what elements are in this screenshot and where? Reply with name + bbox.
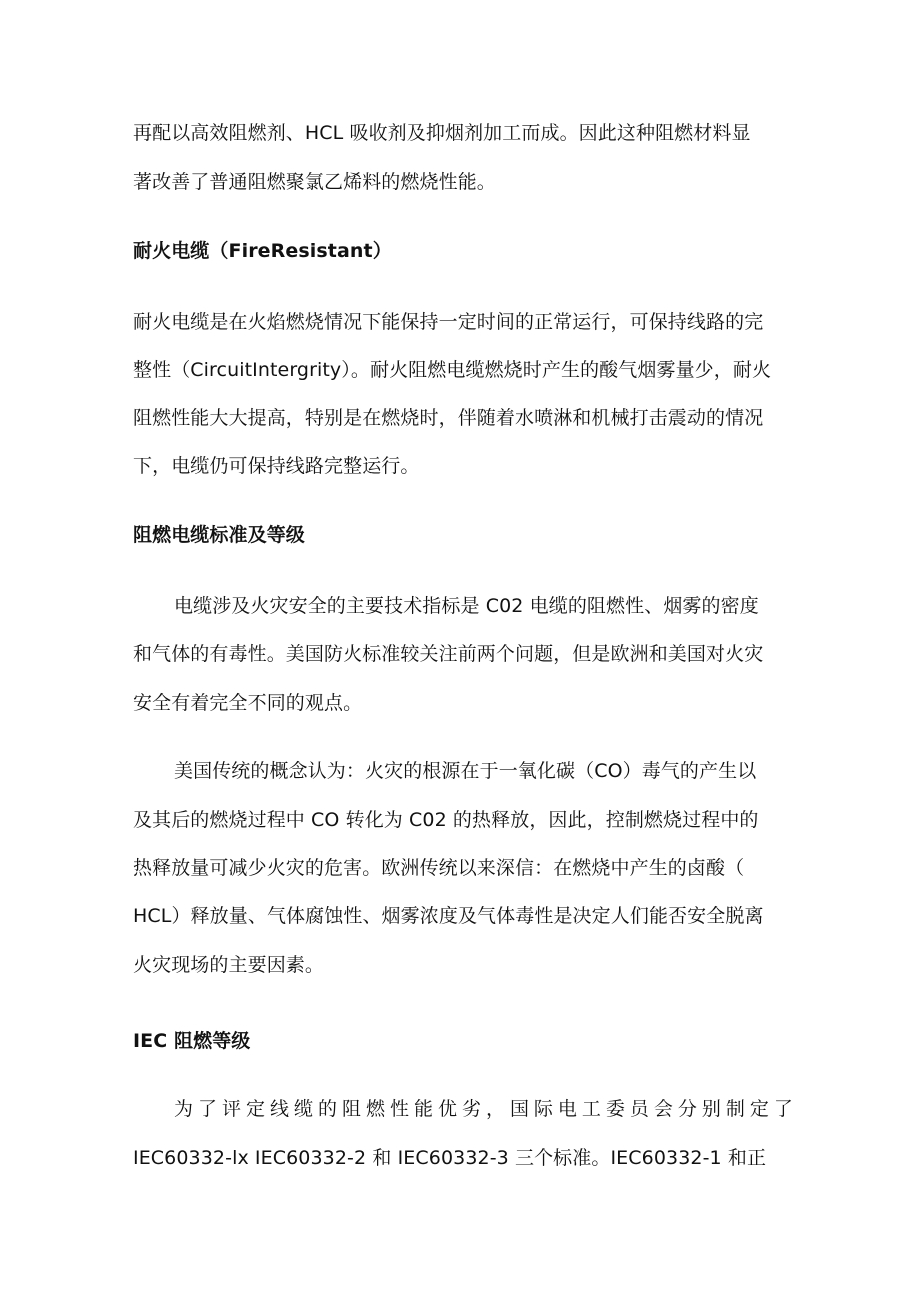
paragraph-line: 电缆涉及火灾安全的主要技术指标是 C02 电缆的阻燃性、烟雾的密度 — [174, 595, 759, 617]
paragraph-line: 为了评定线缆的阻燃性能优劣，国际电工委员会分别制定了 — [174, 1098, 793, 1120]
paragraph-line: 著改善了普通阻燃聚氯乙烯料的燃烧性能。 — [133, 171, 496, 193]
section-heading: 耐火电缆（FireResistant） — [133, 240, 392, 262]
paragraph-line: 安全有着完全不同的观点。 — [133, 692, 363, 714]
paragraph-line: 下，电缆仍可保持线路完整运行。 — [133, 455, 420, 477]
paragraph-line: IEC60332-lx IEC60332-2 和 IEC60332-3 三个标准。IEC60332-1 和正 — [133, 1147, 767, 1169]
paragraph-line: 阻燃性能大大提高，特别是在燃烧时，伴随着水喷淋和机械打击震动的情况 — [133, 407, 764, 429]
section-heading: IEC 阻燃等级 — [133, 1030, 251, 1052]
paragraph-line: 耐火电缆是在火焰燃烧情况下能保持一定时间的正常运行，可保持线路的完 — [133, 311, 764, 333]
paragraph-line: 火灾现场的主要因素。 — [133, 954, 325, 976]
paragraph-line: HCL）释放量、气体腐蚀性、烟雾浓度及气体毒性是决定人们能否安全脱离 — [133, 905, 764, 927]
paragraph-line: 及其后的燃烧过程中 CO 转化为 C02 的热释放，因此，控制燃烧过程中的 — [133, 809, 759, 831]
paragraph-line: 整性（CircuitIntergrity）。耐火阻燃电缆燃烧时产生的酸气烟雾量少，耐火 — [133, 359, 772, 381]
paragraph-line: 美国传统的概念认为：火灾的根源在于一氧化碳（CO）毒气的产生以 — [174, 760, 757, 782]
paragraph-line: 热释放量可减少火灾的危害。欧洲传统以来深信：在燃烧中产生的卤酸（ — [133, 857, 745, 879]
paragraph-line: 再配以高效阻燃剂、HCL 吸收剂及抑烟剂加工而成。因此这种阻燃材料显 — [133, 122, 751, 144]
paragraph-line: 和气体的有毒性。美国防火标准较关注前两个问题，但是欧洲和美国对火灾 — [133, 643, 764, 665]
section-heading: 阻燃电缆标准及等级 — [133, 524, 305, 546]
